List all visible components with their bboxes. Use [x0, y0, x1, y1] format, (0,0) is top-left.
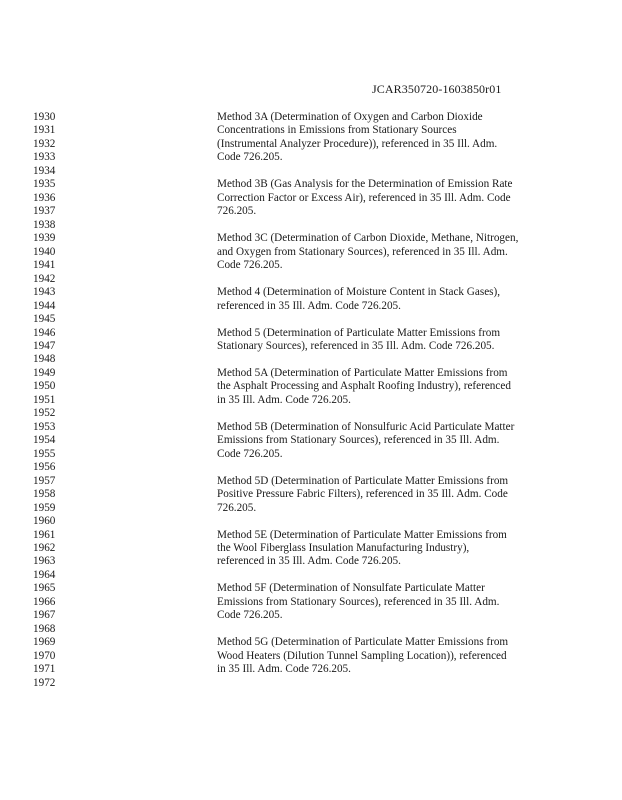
text-line: in 35 Ill. Adm. Code 726.205. [217, 663, 351, 676]
text-line [217, 515, 547, 528]
line-number: 1964 [33, 568, 56, 581]
text-line: Positive Pressure Fabric Filters), referenced in 35 Ill. Adm. Code [217, 488, 508, 501]
text-line [217, 165, 547, 178]
line-number: 1942 [33, 272, 56, 285]
line-number: 1932 [33, 137, 56, 150]
text-line: Method 5G (Determination of Particulate Matter Emissions from [217, 636, 509, 649]
line-number: 1933 [33, 151, 56, 164]
text-line [217, 313, 547, 326]
line-number: 1948 [33, 353, 56, 366]
text-line: the Wool Fiberglass Insulation Manufacturing Industry), [217, 542, 470, 554]
text-line [217, 219, 547, 232]
line-number: 1934 [33, 164, 56, 177]
line-number: 1945 [33, 313, 56, 326]
text-line: Method 5A (Determination of Particulate Matter Emissions from [217, 366, 508, 379]
text-line: Method 5D (Determination of Particulate Matter Emissions from [217, 474, 509, 487]
line-number: 1944 [33, 299, 56, 312]
line-number: 1959 [33, 501, 56, 514]
line-number: 1940 [33, 245, 56, 258]
text-line [217, 353, 547, 366]
line-number: 1947 [33, 339, 56, 352]
text-line: Code 726.205. [217, 151, 283, 164]
line-number: 1960 [33, 515, 56, 528]
text-line: Method 3C (Determination of Carbon Dioxide, Methane, Nitrogen, [217, 232, 519, 245]
text-line: Method 5 (Determination of Particulate Matter Emissions from [217, 326, 501, 339]
document-id: JCAR350720-1603850r01 [372, 82, 502, 96]
line-number-column [33, 111, 55, 690]
text-line [217, 623, 547, 636]
text-line: and Oxygen from Stationary Sources), referenced in 35 Ill. Adm. [217, 245, 508, 258]
line-number: 1930 [33, 111, 56, 123]
text-line: Method 5E (Determination of Particulate Matter Emissions from [217, 528, 507, 541]
line-number: 1963 [33, 555, 56, 568]
text-line [217, 273, 547, 286]
text-line: Code 726.205. [217, 609, 283, 622]
text-line: Emissions from Stationary Sources), referenced in 35 Ill. Adm. [217, 434, 500, 447]
text-line [217, 407, 547, 420]
text-line: Method 3A (Determination of Oxygen and Carbon Dioxide [217, 111, 483, 123]
line-number: 1949 [33, 366, 56, 379]
text-line: Code 726.205. [217, 447, 283, 460]
line-number: 1961 [33, 528, 56, 541]
text-line: Emissions from Stationary Sources), referenced in 35 Ill. Adm. [217, 595, 500, 608]
line-number: 1936 [33, 191, 56, 204]
text-line [217, 461, 547, 474]
line-number: 1937 [33, 205, 56, 218]
line-number: 1957 [33, 474, 56, 487]
line-number: 1967 [33, 609, 56, 622]
text-line: Method 3B (Gas Analysis for the Determination of Emission Rate [217, 178, 513, 191]
text-line: 726.205. [217, 501, 257, 514]
line-number: 1955 [33, 447, 56, 460]
line-number: 1939 [33, 232, 56, 245]
line-number: 1956 [33, 461, 56, 474]
text-line [217, 569, 547, 582]
line-number: 1962 [33, 542, 56, 554]
text-line: Wood Heaters (Dilution Tunnel Sampling Location)), referenced [217, 649, 507, 662]
line-number: 1966 [33, 595, 56, 608]
line-number: 1938 [33, 218, 56, 231]
line-number: 1951 [33, 393, 56, 406]
line-number: 1969 [33, 636, 56, 649]
text-line: Code 726.205. [217, 259, 283, 272]
text-line: Concentrations in Emissions from Stationary Sources [217, 124, 457, 137]
line-number: 1952 [33, 407, 56, 420]
document-body [217, 111, 547, 690]
line-number: 1972 [33, 676, 56, 689]
line-number: 1965 [33, 582, 56, 595]
text-line: Method 4 (Determination of Moisture Content in Stack Gases), [217, 286, 501, 299]
text-line: Stationary Sources), referenced in 35 Ill. Adm. Code 726.205. [217, 339, 495, 352]
text-line: the Asphalt Processing and Asphalt Roofing Industry), referenced [217, 380, 511, 393]
text-line: in 35 Ill. Adm. Code 726.205. [217, 393, 351, 406]
text-line: (Instrumental Analyzer Procedure)), referenced in 35 Ill. Adm. [217, 137, 498, 150]
line-number: 1954 [33, 434, 56, 447]
line-number: 1935 [33, 178, 56, 191]
line-number: 1946 [33, 326, 56, 339]
line-number: 1931 [33, 124, 56, 137]
text-line: 726.205. [217, 205, 257, 218]
line-number: 1958 [33, 488, 56, 501]
line-number: 1953 [33, 420, 56, 433]
text-line: referenced in 35 Ill. Adm. Code 726.205. [217, 555, 401, 568]
text-line: referenced in 35 Ill. Adm. Code 726.205. [217, 299, 401, 312]
line-number: 1968 [33, 622, 56, 635]
line-number: 1950 [33, 380, 56, 393]
text-line: Correction Factor or Excess Air), referenced in 35 Ill. Adm. Code [217, 191, 511, 204]
line-number: 1970 [33, 649, 56, 662]
text-line: Method 5F (Determination of Nonsulfate Particulate Matter [217, 582, 485, 595]
line-number: 1943 [33, 286, 56, 299]
text-line [217, 677, 547, 690]
line-number: 1971 [33, 663, 56, 676]
text-line: Method 5B (Determination of Nonsulfuric Acid Particulate Matter [217, 420, 515, 433]
line-number: 1941 [33, 259, 56, 272]
